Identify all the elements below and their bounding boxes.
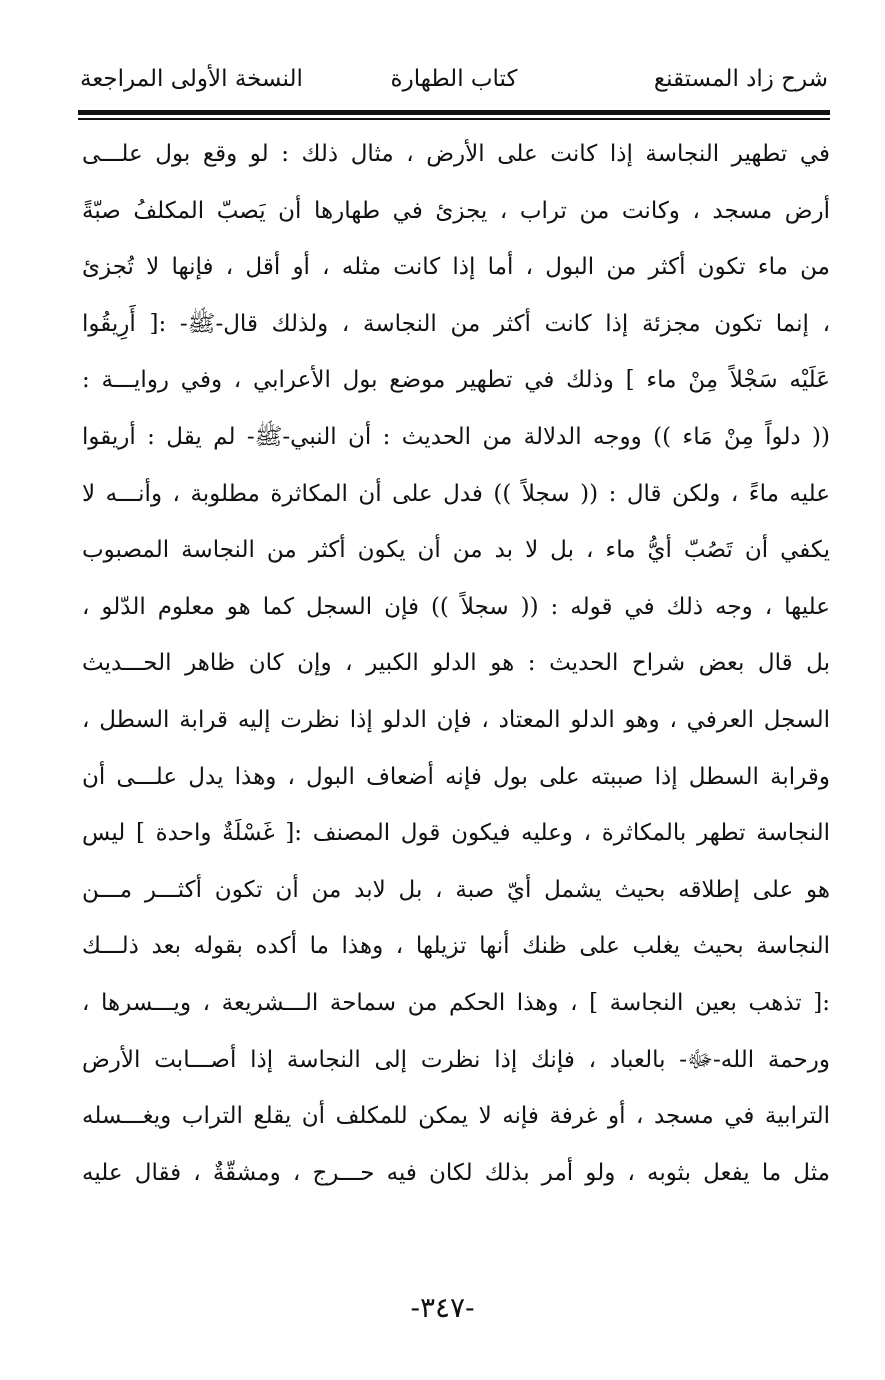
text-line-content: عليها ، وجه ذلك في قوله : (( سجلاً )) فإن السجل كما هو معلوم الدّلو ، <box>82 593 830 620</box>
text-line <box>82 1145 830 1202</box>
text-line <box>82 805 830 862</box>
header-rule-thin <box>78 118 830 120</box>
text-line-content: في تطهير النجاسة إذا كانت على الأرض ، مثال ذلك : لو وقع بول علـــى <box>82 141 830 167</box>
book-title: شرح زاد المستقنع <box>653 66 828 92</box>
header-rule-thick <box>78 110 830 115</box>
page-number: -٣٤٧- <box>410 1291 475 1324</box>
text-line <box>82 522 830 579</box>
text-line-content: النجاسة بحيث يغلب على ظنك أنها تزيلها ، وهذا ما أكده بقوله بعد ذلـــك <box>82 933 830 960</box>
text-line <box>82 1088 830 1145</box>
text-line-content: بل قال بعض شراح الحديث : هو الدلو الكبير ، وإن كان ظاهر الحـــديث <box>82 650 830 677</box>
text-line-content: ورحمة الله-ﷻ- بالعباد ، فإنك إذا نظرت إلى النجاسة إذا أصـــابت الأرض <box>82 1046 830 1073</box>
page-header <box>78 52 830 102</box>
text-line <box>82 183 830 240</box>
body-text <box>82 126 830 1201</box>
text-line-content: الترابية في مسجد ، أو غرفة فإنه لا يمكن للمكلف أن يقلع التراب ويغـــسله <box>82 1103 830 1130</box>
text-line-content: يكفي أن تَصُبّ أيُّ ماء ، بل لا بد من أن يكون أكثر من النجاسة المصبوب <box>82 537 830 564</box>
text-line-content: من ماء تكون أكثر من البول ، أما إذا كانت مثله ، أو أقل ، فإنها لا تُجزئ <box>82 254 830 281</box>
text-line-content: ، إنما تكون مجزئة إذا كانت أكثر من النجاسة ، ولذلك قال-ﷺ- :[ أَرِيقُوا <box>82 310 830 337</box>
text-line-content: (( دلواً مِنْ مَاء )) ووجه الدلالة من الحديث : أن النبي-ﷺ- لم يقل : أريقوا <box>82 423 830 450</box>
text-line-content: :[ تذهب بعين النجاسة ] ، وهذا الحكم من سماحة الـــشريعة ، ويـــسرها ، <box>82 989 830 1016</box>
text-line-content: أرض مسجد ، وكانت من تراب ، يجزئ في طهارها أن يَصبّ المكلفُ صبّةً <box>82 197 830 224</box>
text-line <box>82 126 830 183</box>
text-line <box>82 1032 830 1089</box>
text-line <box>82 635 830 692</box>
edition-label: النسخة الأولى المراجعة <box>80 66 303 92</box>
text-line-content: عليه ماءً ، ولكن قال : (( سجلاً )) فدل على أن المكاثرة مطلوبة ، وأنـــه لا <box>82 480 830 507</box>
chapter-title: كتاب الطهارة <box>390 66 518 92</box>
text-line-content: السجل العرفي ، وهو الدلو المعتاد ، فإن الدلو إذا نظرت إليه قرابة السطل ، <box>82 706 830 733</box>
text-line-content: وقرابة السطل إذا صببته على بول فإنه أضعاف البول ، وهذا يدل علـــى أن <box>82 763 830 790</box>
text-line <box>82 409 830 466</box>
text-line <box>82 296 830 353</box>
text-line-content: مثل ما يفعل بثوبه ، ولو أمر بذلك لكان فيه حـــرج ، ومشقّةٌ ، فقال عليه <box>82 1159 830 1186</box>
text-line <box>82 352 830 409</box>
text-line <box>82 579 830 636</box>
text-line <box>82 692 830 749</box>
text-line <box>82 975 830 1032</box>
text-line-content: عَلَيْه سَجْلاً مِنْ ماء ] وذلك في تطهير موضع بول الأعرابي ، وفي روايـــة : <box>82 367 830 394</box>
text-line <box>82 466 830 523</box>
text-line <box>82 918 830 975</box>
text-line <box>82 862 830 919</box>
text-line <box>82 749 830 806</box>
text-line-content: النجاسة تطهر بالمكاثرة ، وعليه فيكون قول المصنف :[ غَسْلَةٌ واحدة ] ليس <box>82 820 830 847</box>
text-line <box>82 239 830 296</box>
text-line-content: هو على إطلاقه بحيث يشمل أيّ صبة ، بل لابد من أن تكون أكثـــر مـــن <box>82 876 830 903</box>
